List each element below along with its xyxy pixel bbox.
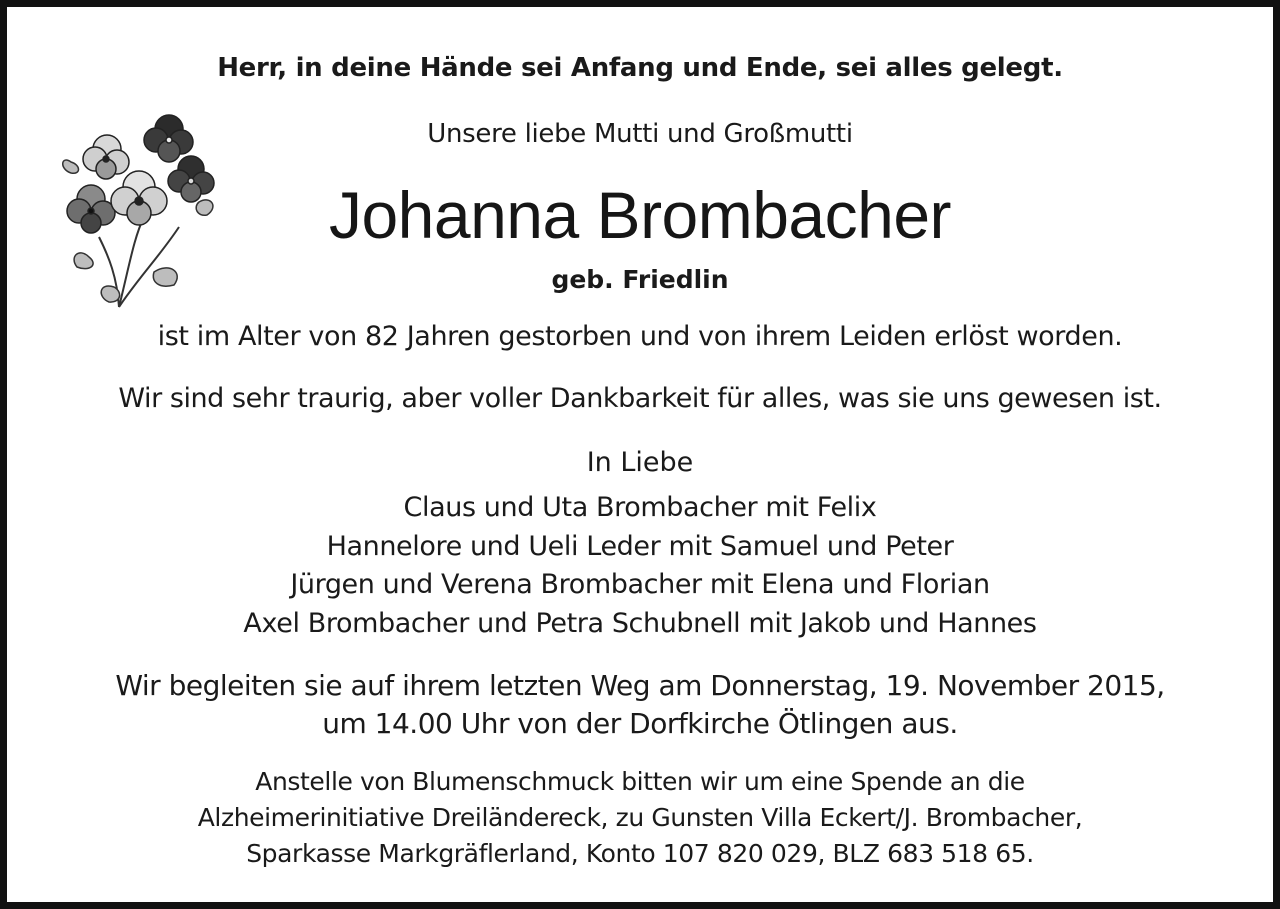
funeral-info [7, 667, 1273, 743]
mourner-line: Axel Brombacher und Petra Schubnell mit Jakob und Hannes [243, 607, 1037, 639]
funeral-line: um 14.00 Uhr von der Dorfkirche Ötlingen aus. [322, 707, 958, 740]
mourner-line: Hannelore und Ueli Leder mit Samuel und Peter [326, 530, 954, 562]
death-line: ist im Alter von 82 Jahren gestorben und von ihrem Leiden erlöst worden. [157, 321, 1123, 352]
deceased-name: Johanna Brombacher [328, 178, 952, 252]
maiden-name: geb. Friedlin [551, 265, 729, 294]
funeral-line: Wir begleiten sie auf ihrem letzten Weg am Donnerstag, 19. November 2015, [115, 669, 1165, 702]
donation-info [7, 764, 1273, 872]
motto: Herr, in deine Hände sei Anfang und Ende, sei alles gelegt. [217, 53, 1063, 83]
mourners-list [7, 489, 1273, 643]
in-love-line: In Liebe [586, 447, 694, 478]
donation-line: Sparkasse Markgräflerland, Konto 107 820 029, BLZ 683 518 65. [246, 839, 1034, 868]
mourner-line: Claus und Uta Brombacher mit Felix [403, 492, 877, 523]
mourner-line: Jürgen und Verena Brombacher mit Elena und Florian [290, 569, 990, 600]
donation-line: Anstelle von Blumenschmuck bitten wir um eine Spende an die [255, 767, 1025, 796]
donation-line: Alzheimerinitiative Dreiländereck, zu Gunsten Villa Eckert/J. Brombacher, [197, 803, 1083, 832]
gratitude-line: Wir sind sehr traurig, aber voller Dankbarkeit für alles, was sie uns gewesen ist. [118, 383, 1162, 414]
intro-line: Unsere liebe Mutti und Großmutti [427, 119, 853, 149]
